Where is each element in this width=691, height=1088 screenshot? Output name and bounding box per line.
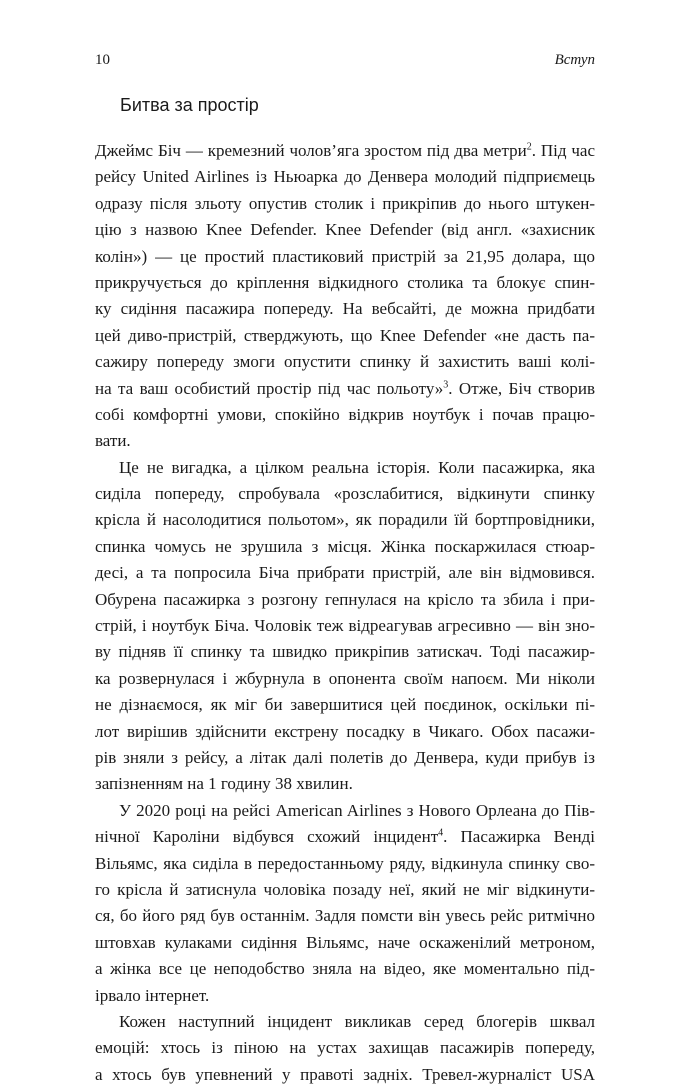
text-line: У 2020 році на рейсі American Airlines з Нового Орлеана до Пів- — [119, 800, 595, 820]
page-header — [95, 52, 595, 74]
section-heading: Битва за простір — [120, 95, 259, 115]
text-line: на та ваш особистий простір під час польоту»$^3$. Отже, Біч створив — [95, 378, 595, 398]
text-line: а хтось був упевнений у правоті задніх. Тревел-журналіст USA — [95, 1064, 595, 1084]
footnote-ref: 2 — [526, 141, 532, 153]
text-line: лот вирішив здійснити екстрену посадку в Чикаго. Обох пасажи- — [95, 721, 595, 741]
text-line: Це не вигадка, а цілком реальна історія. Коли пасажирка, яка — [119, 457, 595, 477]
body-text — [95, 138, 595, 1088]
text-line: штовхав кулаками сидіння Вільямс, наче оскаженілий метроном, — [95, 932, 595, 952]
text-line: рів зняли з рейсу, а літак далі полетів до Денвера, куди прибув із — [95, 747, 595, 767]
text-line: го крісла й затиснула чоловіка позаду неї, який не міг відкинути- — [95, 879, 595, 899]
running-head: Вступ — [554, 52, 595, 68]
text-line: собі комфортні умови, спокійно відкрив ноутбук і почав працю- — [95, 404, 595, 424]
text-line: Кожен наступний інцидент викликав серед блогерів шквал — [119, 1011, 595, 1031]
text-line: запізненням на 1 годину 38 хвилин. — [95, 774, 353, 794]
text-line: ку сидіння пасажира попереду. На вебсайті, де можна придбати — [95, 299, 595, 319]
text-line: цію з назвою Knee Defender. Knee Defender (від англ. «захисник — [95, 220, 595, 240]
text-line: крісла й насолодитися польотом», як порадили їй бортпровідники, — [95, 510, 595, 530]
text-line: Джеймс Біч — кремезний чолов’яга зростом під два метри$^2$. Під час — [95, 141, 595, 160]
text-line: вати. — [95, 431, 131, 451]
text-line: емоцій: хтось із піною на устах захищав пасажирів попереду, — [95, 1038, 595, 1058]
text-line: ка розвернулася і жбурнула в опонента своїм напоєм. Ми ніколи — [95, 668, 595, 688]
text-line: спинка чомусь не зрушила з місця. Жінка поскаржилася стюар- — [95, 536, 595, 556]
text-line: Обурена пасажирка з розгону гепнулася на крісло та збила і при- — [95, 589, 595, 609]
text-line: сиділа попереду, спробувала «розслабитися, відкинути спинку — [95, 484, 595, 504]
footnote-ref: 4 — [438, 827, 444, 839]
text-line: ся, бо його ряд був останнім. Задля помсти він увесь рейс ритмічно — [95, 906, 595, 926]
text-line: Вільямс, яка сиділа в передостанньому ряду, відкинула спинку сво- — [95, 853, 595, 873]
page-number: 10 — [95, 52, 110, 68]
text-line: стрій, і ноутбук Біча. Чоловік теж відреагував агресивно — він зно- — [95, 616, 595, 636]
text-line: колін») — це простий пластиковий пристрій за 21,95 долара, що — [95, 246, 595, 266]
text-line: нічної Кароліни відбувся схожий інцидент$^4$. Пасажирка Венді — [95, 827, 595, 847]
text-line: прикручується до кріплення відкидного столика та блокує спин- — [95, 272, 595, 292]
text-line: сажиру попереду змоги опустити спинку й захистить ваші колі- — [95, 352, 595, 372]
text-line: ву підняв її спинку та швидко прикріпив затискач. Тоді пасажир- — [95, 642, 595, 662]
footnote-ref: 3 — [443, 378, 449, 390]
text-line: ірвало інтернет. — [95, 985, 210, 1005]
text-line: десі, а та попросила Біча прибрати пристрій, але він відмовився. — [95, 563, 595, 583]
text-line: не дізнаємося, як міг би завершитися цей поєдинок, оскільки пі- — [95, 695, 595, 715]
text-line: цей диво-пристрій, стверджують, що Knee Defender «не дасть па- — [95, 325, 595, 345]
text-line: рейсу United Airlines із Ньюарка до Денвера молодий підприємець — [95, 167, 595, 187]
text-line: одразу після зльоту опустив столик і прикріпив до нього штукен- — [95, 193, 595, 213]
text-line: а жінка все це неподобство зняла на відео, яке моментально під- — [95, 959, 595, 979]
